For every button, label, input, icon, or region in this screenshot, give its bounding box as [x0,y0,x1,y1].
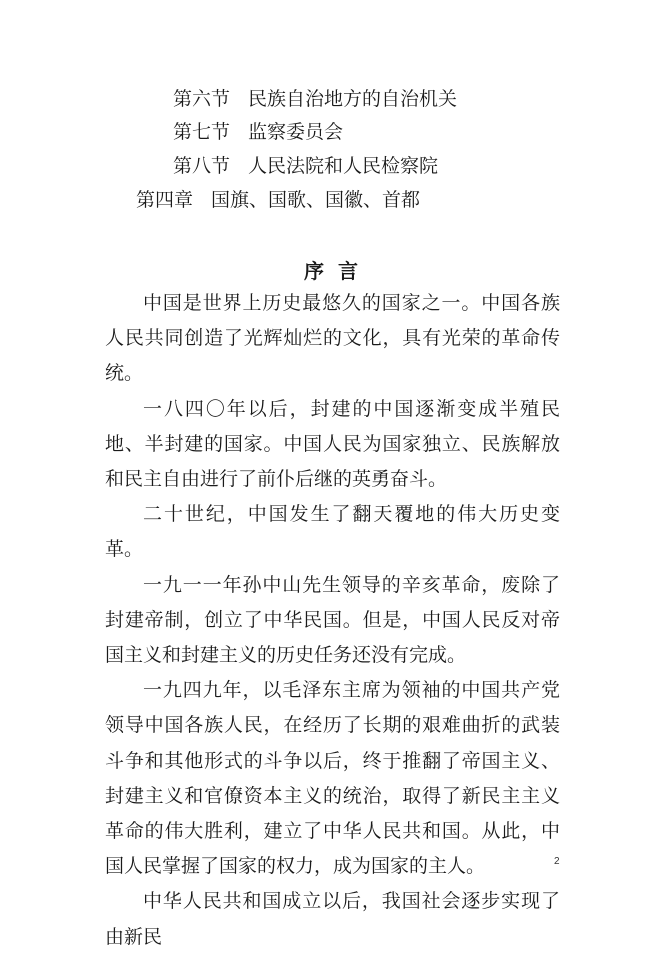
paragraph: 中华人民共和国成立以后，我国社会逐步实现了由新民 [105,890,560,948]
toc-number: 第六节 [173,88,231,110]
toc-entry-section-8 [173,154,438,178]
paragraph: 一九一一年孙中山先生领导的辛亥革命，废除了封建帝制，创立了中华民国。但是，中国人民反对帝国主义和封建主义的历史任务还没有完成。 [105,573,560,667]
toc-entry-section-7 [173,120,343,144]
toc-title: 国旗、国歌、国徽、首都 [211,189,421,211]
toc-number: 第八节 [173,155,231,177]
toc-title: 民族自治地方的自治机关 [248,88,458,110]
toc-title: 人民法院和人民检察院 [248,155,439,177]
toc-number: 第七节 [173,121,231,143]
toc-entry-section-6 [173,87,457,111]
paragraph: 中国是世界上历史最悠久的国家之一。中国各族人民共同创造了光辉灿烂的文化，具有光荣的革命传统。 [105,292,560,385]
section-title: 序言 [304,259,372,283]
page-number: 2 [554,856,560,867]
toc-entry-chapter-4 [136,188,420,212]
paragraph: 一八四〇年以后，封建的中国逐渐变成半殖民地、半封建的国家。中国人民为国家独立、民族解放和民主自由进行了前仆后继的英勇奋斗。 [105,397,560,491]
paragraph: 二十世纪，中国发生了翻天覆地的伟大历史变革。 [105,503,560,561]
toc-number: 第四章 [136,189,194,211]
preamble-body [105,286,560,955]
paragraph: 一九四九年，以毛泽东主席为领袖的中国共产党领导中国各族人民，在经历了长期的艰难曲折的武装斗争和其他形式的斗争以后，终于推翻了帝国主义、封建主义和官僚资本主义的统治，取得了新民主主义革命的伟大胜利，建立了中华人民共和国。从此，中国人民掌握了国家的权力，成为国家的主人。 [105,679,560,878]
toc-title: 监察委员会 [248,121,344,143]
